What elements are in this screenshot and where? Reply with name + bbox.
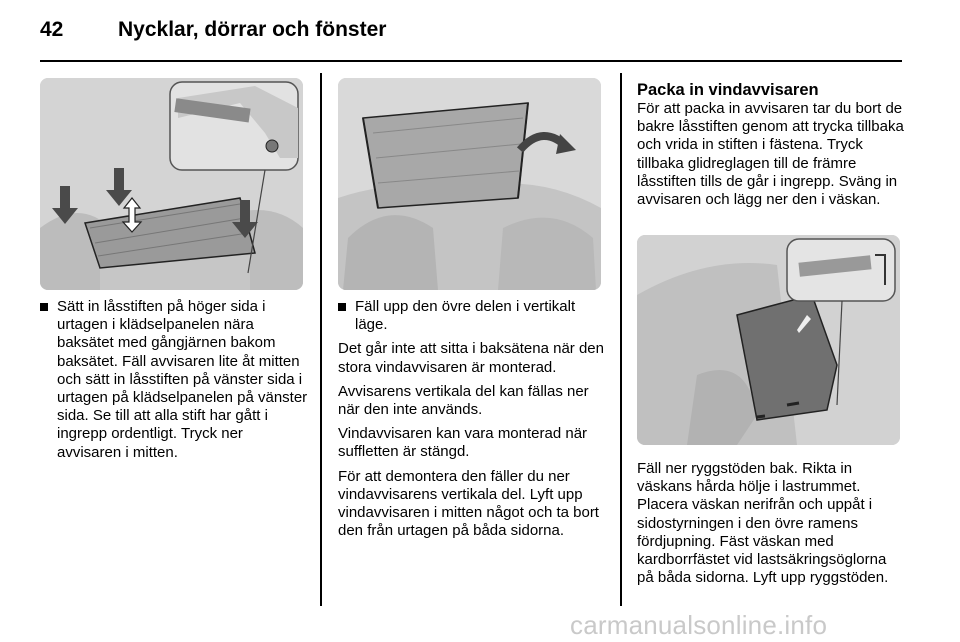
column-divider-left — [320, 73, 322, 606]
paragraph: Det går inte att sitta i baksätena när den stora vindavvisaren är monterad. — [338, 340, 604, 376]
install-instructions: Sätt in låsstiften på höger sida i urtagen i klädselpanelen nära baksätet med gångjärnen bakom baksätet. Fäll avvisaren lite åt mitten och sätt in låsstiften på vänster sida i urtagen på klädselpanelen på vänster sida. Se till att alla stift har gått i ingrepp ordentligt. Tryck ner avvisaren i mitten. — [57, 298, 308, 461]
header-divider — [40, 60, 902, 62]
page-title: Nycklar, dörrar och fönster — [118, 18, 387, 41]
bullet-item — [338, 298, 606, 334]
pack-outro-text — [637, 460, 905, 593]
paragraph: För att demontera den fäller du ner vindavvisarens vertikala del. Lyft upp vindavvisaren i mitten något och ta bort den från urtagen på båda sidorna. — [338, 467, 599, 540]
column-divider-right — [620, 73, 622, 606]
illustration-pack-deflector — [637, 235, 900, 445]
page-number: 42 — [40, 18, 64, 41]
column-2-text — [338, 298, 606, 546]
paragraph: För att packa in avvisaren tar du bort de bakre låsstiften genom att trycka tillbaka och vrida in stiften i fästena. Tryck tillbaka glidreglagen till de främre låsstiften tills de går i ingrepp. Sväng in avvisaren och lägg ner den i väskan. — [637, 100, 904, 209]
fold-up-instruction: Fäll upp den övre delen i vertikalt läge. — [355, 298, 576, 334]
illustration-install-deflector — [40, 78, 303, 290]
watermark: carmanualsonline.info — [570, 610, 828, 640]
bullet-square-icon — [338, 303, 346, 311]
illustration-fold-up-deflector — [338, 78, 601, 290]
paragraph: Fäll ner ryggstöden bak. Rikta in väskans hårda hölje i lastrummet. Placera väskan nerifrån och uppåt i sidostyrningen i den övre ramens fördjupning. Fäst väskan med kardborrfästet vid lastsäkringsöglorna på båda sidorna. Lyft upp ryggstöden. — [637, 460, 889, 587]
paragraph: Avvisarens vertikala del kan fällas ner när den inte används. — [338, 382, 589, 419]
column-1-text — [40, 298, 308, 462]
bullet-square-icon — [40, 303, 48, 311]
section-heading: Packa in vindavvisaren — [637, 81, 819, 99]
bullet-item — [40, 298, 308, 462]
paragraph: Vindavvisaren kan vara monterad när suffletten är stängd. — [338, 425, 588, 461]
pack-intro-text — [637, 100, 905, 215]
